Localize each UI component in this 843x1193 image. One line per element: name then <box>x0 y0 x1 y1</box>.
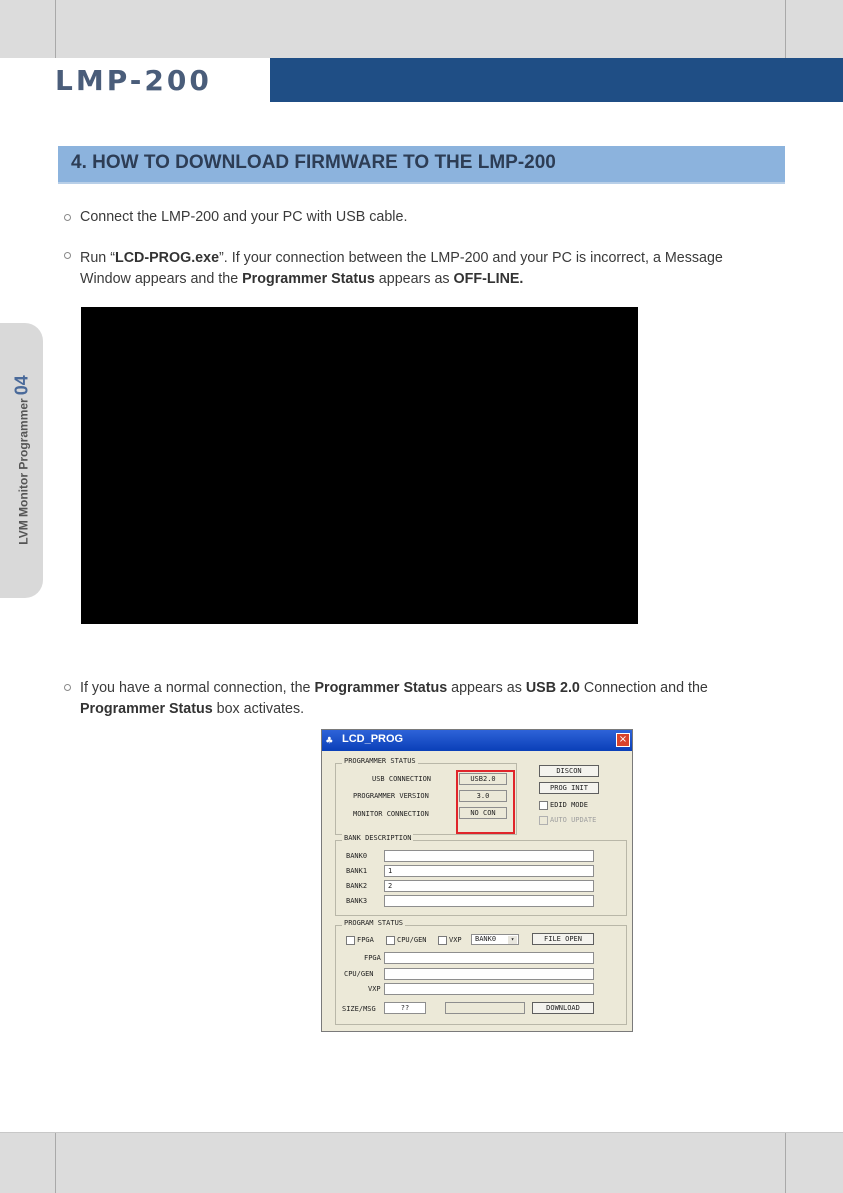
fpga-label: FPGA <box>364 954 381 962</box>
edid-mode-checkbox[interactable] <box>539 801 548 810</box>
bank-input[interactable] <box>384 895 594 907</box>
window-title: LCD_PROG <box>342 733 404 745</box>
chapter-number: 04 <box>11 375 32 396</box>
monitor-connection-label: MONITOR CONNECTION <box>353 810 429 818</box>
crop-mark <box>55 1133 56 1193</box>
section-title: 4. HOW TO DOWNLOAD FIRMWARE TO THE LMP-200 <box>71 152 556 173</box>
bank-select-value: BANK0 <box>475 935 497 943</box>
crop-mark <box>785 0 786 58</box>
group-title: BANK DESCRIPTION <box>344 834 412 842</box>
group-title: PROGRAMMER STATUS <box>344 757 416 765</box>
discon-button[interactable]: DISCON <box>539 765 599 777</box>
bank-input[interactable]: 2 <box>384 880 594 892</box>
vxp-label: VXP <box>368 985 381 993</box>
cpu-gen-checkbox[interactable] <box>386 936 395 945</box>
size-msg-label: SIZE/MSG <box>342 1005 376 1013</box>
bank-input[interactable]: 1 <box>384 865 594 877</box>
lcd-prog-window <box>321 729 633 1032</box>
emphasis: USB 2.0 <box>525 680 580 696</box>
step-2-line-2 <box>80 269 790 290</box>
programmer-version-field: 3.0 <box>459 790 507 802</box>
step-1-text: Connect the LMP-200 and your PC with USB cable. <box>80 209 408 225</box>
section-heading <box>58 146 785 184</box>
monitor-connection-field: NO CON <box>459 807 507 819</box>
step-2-line-1 <box>80 248 790 269</box>
text-run: Run “ <box>80 250 115 266</box>
cpu-gen-label: CPU/GEN <box>344 970 374 978</box>
fpga-check-label: FPGA <box>357 936 374 944</box>
side-tab-label <box>12 375 33 545</box>
bank-label: BANK3 <box>346 897 368 905</box>
text-run: appears as <box>447 680 526 696</box>
window-titlebar <box>322 730 632 751</box>
bank-label: BANK2 <box>346 882 368 890</box>
size-field: ?? <box>384 1002 426 1014</box>
text-run: ”. If your connection between the LMP-200 and your PC is incorrect, a Message <box>219 250 723 266</box>
text-run: box activates. <box>212 701 305 717</box>
highlight-box <box>456 770 515 834</box>
crop-mark <box>55 0 56 58</box>
step-3-text <box>80 678 790 720</box>
vxp-checkbox[interactable] <box>438 936 447 945</box>
app-icon: ♣ <box>326 734 333 747</box>
bank-select[interactable] <box>471 934 519 945</box>
top-bar <box>0 0 843 59</box>
cpu-gen-check-label: CPU/GEN <box>397 936 427 944</box>
usb-connection-field: USB2.0 <box>459 773 507 785</box>
dropdown-arrow-icon[interactable]: ▾ <box>508 936 517 944</box>
programmer-version-label: PROGRAMMER VERSION <box>353 792 429 800</box>
emphasis: Programmer Status <box>80 701 213 717</box>
emphasis: Programmer Status <box>314 680 448 696</box>
prog-init-button[interactable]: PROG INIT <box>539 782 599 794</box>
download-button[interactable]: DOWNLOAD <box>532 1002 594 1014</box>
step-3-line-1 <box>80 678 790 699</box>
text-run: Window appears and the <box>80 271 243 287</box>
close-icon[interactable]: × <box>616 733 630 747</box>
bank-input[interactable] <box>384 850 594 862</box>
message-window-screenshot <box>81 307 638 624</box>
bank-label: BANK1 <box>346 867 368 875</box>
vxp-file-field[interactable] <box>384 983 594 995</box>
program-name: LCD-PROG.exe <box>114 250 220 266</box>
bullet-icon <box>64 684 71 691</box>
cpu-gen-file-field[interactable] <box>384 968 594 980</box>
crop-mark <box>785 1133 786 1193</box>
auto-update-label: AUTO UPDATE <box>550 816 597 824</box>
text-run: Connection and the <box>579 680 708 696</box>
usb-connection-label: USB CONNECTION <box>372 775 432 783</box>
step-2-text <box>80 248 790 290</box>
file-open-button[interactable]: FILE OPEN <box>532 933 594 945</box>
step-3-line-2 <box>80 699 790 720</box>
emphasis: Programmer Status <box>242 271 375 287</box>
bottom-bar <box>0 1132 843 1193</box>
edid-mode-label: EDID MODE <box>550 801 588 809</box>
emphasis: OFF-LINE. <box>453 271 524 287</box>
bullet-icon <box>64 252 71 259</box>
text-run: appears as <box>374 271 454 287</box>
bank-label: BANK0 <box>346 852 368 860</box>
brand-logo: LMP-200 <box>55 64 212 97</box>
group-title: PROGRAM STATUS <box>344 919 404 927</box>
side-tab-text: LVM Monitor Programmer <box>16 398 31 545</box>
auto-update-checkbox[interactable] <box>539 816 548 825</box>
message-field <box>445 1002 525 1014</box>
vxp-check-label: VXP <box>449 936 462 944</box>
fpga-checkbox[interactable] <box>346 936 355 945</box>
fpga-file-field[interactable] <box>384 952 594 964</box>
bullet-icon <box>64 214 71 221</box>
text-run: If you have a normal connection, the <box>80 680 315 696</box>
